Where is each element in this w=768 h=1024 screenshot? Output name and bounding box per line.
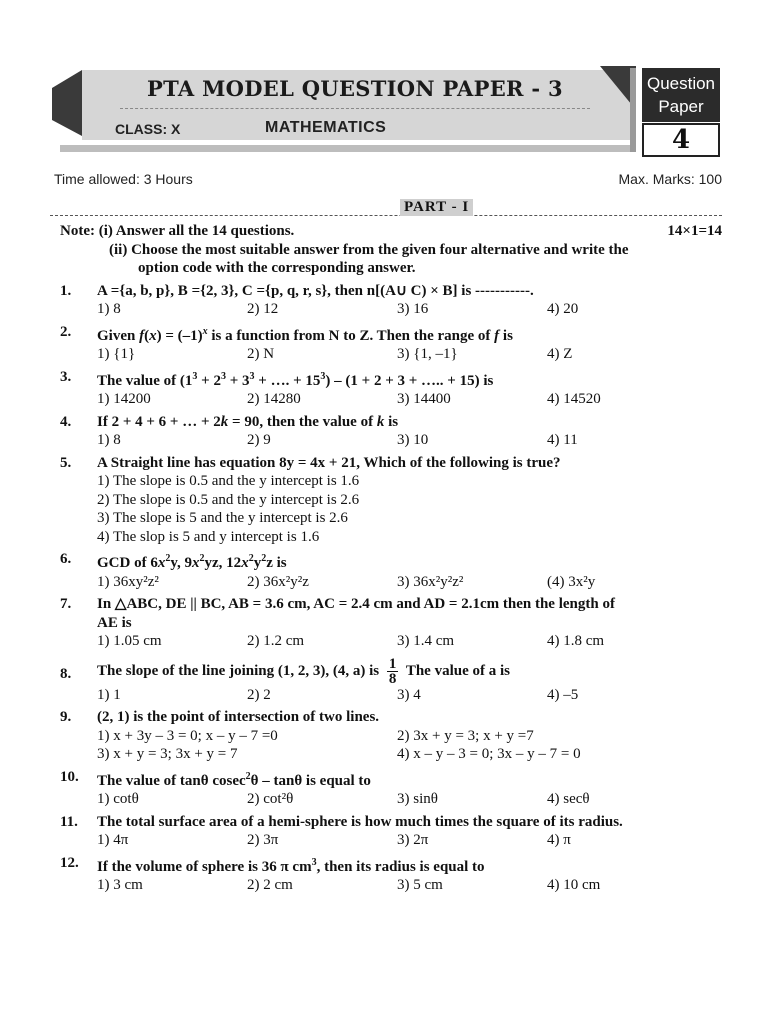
question-4 xyxy=(60,413,722,450)
option-3[interactable]: 3) 36x²y²z² xyxy=(397,573,464,590)
options-row xyxy=(97,790,722,809)
option-1[interactable]: 1) x + 3y – 3 = 0; x – y – 7 =0 xyxy=(97,727,278,744)
question-text: If the volume of sphere is 36 π $cm^3$, then its radius is equal to xyxy=(97,856,485,875)
question-number: 8. xyxy=(60,665,72,682)
option-1[interactable]: 1) 4π xyxy=(97,832,129,848)
options-row xyxy=(97,686,722,705)
question-number: 9. xyxy=(60,709,72,725)
option-4[interactable]: 4) –5 xyxy=(547,686,579,703)
badge-line1: Question xyxy=(646,74,716,93)
question-text-a: The slope of the line joining (1, 2, 3), (4, a) is xyxy=(97,662,380,679)
option-3[interactable]: 3) 14400 xyxy=(397,391,451,407)
question-1 xyxy=(60,282,722,319)
option-1[interactable]: 1) 8 xyxy=(97,432,121,448)
question-text: The value of tanθ cosec$^2$θ – tanθ is equal to xyxy=(97,770,371,789)
option-4[interactable]: 4) The slop is 5 and y intercept is 1.6 xyxy=(97,528,320,545)
question-text: (2, 1) is the point of intersection of two lines. xyxy=(97,709,380,725)
subject-label: MATHEMATICS xyxy=(265,119,387,136)
option-1[interactable]: 1) 14200 xyxy=(97,391,151,407)
question-text-line2: AE is xyxy=(97,614,132,631)
question-3 xyxy=(60,368,722,409)
option-3[interactable]: 3) 5 cm xyxy=(397,877,443,893)
option-2[interactable]: 2) 12 xyxy=(247,301,279,317)
question-text: If 2 + 4 + 6 + … + 2k = 90, then the value of k is xyxy=(97,413,399,430)
part-label: PART - I xyxy=(400,199,473,216)
option-1[interactable]: 1) 36xy²z² xyxy=(97,573,159,590)
exam-info-row xyxy=(54,171,722,187)
option-3[interactable]: 3) 1.4 cm xyxy=(397,633,455,649)
note-line2: (ii) Choose the most suitable answer from the given four alternative and write the xyxy=(109,241,629,258)
options-row xyxy=(97,345,722,364)
question-9 xyxy=(60,708,722,764)
question-number: 3. xyxy=(60,368,72,385)
options-row xyxy=(97,573,722,592)
question-number: 11. xyxy=(60,813,78,830)
option-3[interactable]: 3) 10 xyxy=(397,432,429,448)
question-number: 2. xyxy=(60,323,72,340)
option-4[interactable]: 4) x – y – 3 = 0; 3x – y – 7 = 0 xyxy=(397,746,581,762)
option-1[interactable]: 1) cotθ xyxy=(97,791,139,807)
question-10 xyxy=(60,768,722,809)
option-4[interactable]: 4) Z xyxy=(547,346,573,362)
note-line3: option code with the corresponding answer. xyxy=(138,260,416,276)
option-2[interactable]: 2) 9 xyxy=(247,432,271,448)
part-heading xyxy=(50,199,722,219)
question-text: A ={a, b, p}, B ={2, 3}, C ={p, q, r, s}, then n[(A∪ C) × B] is -----------. xyxy=(97,282,534,299)
question-text: GCD of $6x^2y$, $9x^2yz$, $12x^2y^2z$ is xyxy=(97,553,287,571)
options-row xyxy=(97,431,722,450)
option-2[interactable]: 2) The slope is 0.5 and the y intercept is 2.6 xyxy=(97,491,360,508)
option-3[interactable]: 3) 16 xyxy=(397,301,429,317)
option-2[interactable]: 2) 14280 xyxy=(247,391,301,407)
question-number: 4. xyxy=(60,413,72,430)
question-text-b: The value of a is xyxy=(405,662,511,679)
option-1[interactable]: 1) 8 xyxy=(97,301,121,317)
option-3[interactable]: 3) x + y = 3; 3x + y = 7 xyxy=(97,746,238,762)
badge-line2: Paper xyxy=(658,97,704,116)
question-paper-badge xyxy=(642,68,720,122)
option-2[interactable]: 2) 3x + y = 3; x + y =7 xyxy=(397,727,534,744)
option-2[interactable]: 2) 1.2 cm xyxy=(247,633,305,649)
question-content xyxy=(60,222,722,895)
question-text: Given $f(x) = (-1)^x$ is a function from N to Z. Then the range of f is xyxy=(97,325,513,344)
question-7 xyxy=(60,595,722,651)
option-4[interactable]: 4) π xyxy=(547,832,571,848)
time-allowed: Time allowed: 3 Hours xyxy=(54,171,193,187)
option-1[interactable]: 1) 3 cm xyxy=(97,877,143,893)
title-divider xyxy=(120,108,590,109)
option-4[interactable]: 4) 10 cm xyxy=(547,877,601,893)
fraction-denominator: 8 xyxy=(388,670,397,687)
question-number: 7. xyxy=(60,596,72,612)
option-3[interactable]: 3) {1, –1} xyxy=(397,346,458,362)
option-2[interactable]: 2) cot²θ xyxy=(247,791,294,807)
note-line1: Note: (i) Answer all the 14 questions. xyxy=(60,223,295,239)
option-4[interactable]: 4) 1.8 cm xyxy=(547,633,605,649)
option-2[interactable]: 2) 3π xyxy=(247,832,279,848)
option-3[interactable]: 3) The slope is 5 and the y intercept is 2.6 xyxy=(97,510,348,526)
option-4[interactable]: 4) 11 xyxy=(547,432,578,448)
question-6 xyxy=(60,550,722,591)
question-text: A Straight line has equation 8y = 4x + 21, Which of the following is true? xyxy=(97,454,561,471)
option-4[interactable]: 4) 14520 xyxy=(547,391,601,407)
option-2[interactable]: 2) 2 xyxy=(247,686,271,703)
options-row xyxy=(97,300,722,319)
option-1[interactable]: 1) 1 xyxy=(97,686,121,703)
part-divider xyxy=(50,215,722,216)
option-2[interactable]: 2) 2 cm xyxy=(247,877,293,893)
question-12 xyxy=(60,854,722,895)
option-1[interactable]: 1) The slope is 0.5 and the y intercept is 1.6 xyxy=(97,473,360,489)
option-1[interactable]: 1) 1.05 cm xyxy=(97,633,162,649)
option-3[interactable]: 3) sinθ xyxy=(397,791,438,807)
options-row xyxy=(97,745,722,764)
option-4[interactable]: 4) secθ xyxy=(547,791,590,807)
header-banner xyxy=(0,0,768,170)
question-text-line1: In △ABC, DE || BC, AB = 3.6 cm, AC = 2.4 cm and AD = 2.1cm then the length of xyxy=(97,596,615,612)
option-2[interactable]: 2) 36x²y²z xyxy=(247,573,309,590)
question-text xyxy=(97,657,722,686)
option-2[interactable]: 2) N xyxy=(247,346,275,362)
fraction xyxy=(387,657,399,686)
question-number: 5. xyxy=(60,454,72,471)
question-number: 12. xyxy=(60,854,79,871)
note-marks: 14×1=14 xyxy=(667,223,722,239)
paper-number: 4 xyxy=(642,123,720,157)
options-row xyxy=(97,632,722,651)
option-3[interactable]: 3) 4 xyxy=(397,686,421,703)
question-number: 10. xyxy=(60,768,79,785)
options-row xyxy=(97,831,722,850)
option-3[interactable]: 3) 2π xyxy=(397,832,429,848)
option-4[interactable]: 4) 20 xyxy=(547,301,579,317)
options-row xyxy=(97,390,722,409)
option-4[interactable]: (4) 3x²y xyxy=(547,573,596,590)
question-number: 1. xyxy=(60,282,72,299)
max-marks: Max. Marks: 100 xyxy=(618,171,722,187)
class-label: CLASS: X xyxy=(115,121,181,137)
question-11 xyxy=(60,813,722,850)
question-5 xyxy=(60,454,722,547)
question-text: The value of ($1^3 + 2^3 + 3^3$ + …. + $15^3) - (1 + 2 + 3$ + ….. + 15) is xyxy=(97,370,494,389)
instructions-note xyxy=(60,222,722,278)
option-1[interactable]: 1) {1} xyxy=(97,346,136,362)
question-2 xyxy=(60,323,722,364)
fraction-numerator: 1 xyxy=(388,655,397,672)
question-text: The total surface area of a hemi-sphere is how much times the square of its radius. xyxy=(97,813,623,830)
question-number: 6. xyxy=(60,551,72,567)
page-title: PTA MODEL QUESTION PAPER - 3 xyxy=(147,76,563,101)
question-8 xyxy=(60,657,722,705)
options-row xyxy=(97,727,722,746)
options-row xyxy=(97,876,722,895)
